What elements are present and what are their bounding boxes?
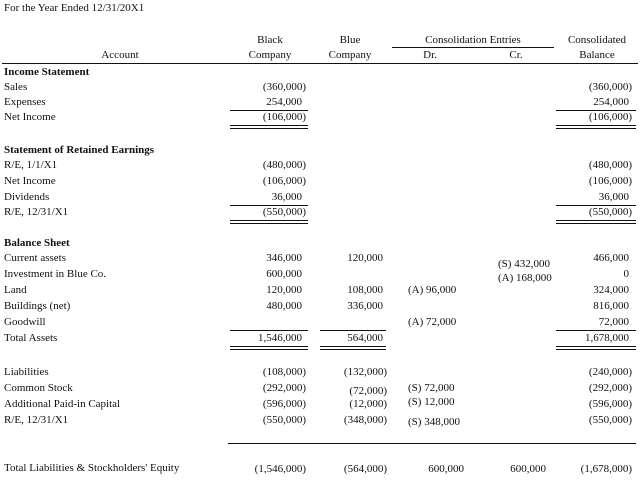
rule-total-assets-black-double — [230, 346, 308, 350]
row-re-begin-label: R/E, 1/1/X1 — [4, 159, 58, 171]
row-current-assets-label: Current assets — [4, 252, 67, 264]
rule-total-assets-blue-top — [320, 330, 386, 331]
row-total-assets-blue: 564,000 — [347, 332, 383, 344]
header-blue-line2: Company — [328, 49, 372, 61]
row-liabilities-label: Liabilities — [4, 366, 49, 378]
entry-cr-a: (A) 168,000 — [498, 272, 552, 284]
header-dr: Dr. — [423, 49, 437, 61]
row-total-le-blue: (564,000) — [343, 463, 387, 475]
rule-total-assets-cons-double — [556, 346, 636, 350]
row-re-net-income-consolidated: (106,000) — [588, 175, 632, 187]
header-consolidated-line2: Balance — [579, 49, 615, 61]
row-current-assets-blue: 120,000 — [347, 252, 383, 264]
row-dividends-consolidated: 36,000 — [598, 191, 629, 203]
row-re-begin-black: (480,000) — [262, 159, 306, 171]
row-sales-black: (360,000) — [262, 81, 306, 93]
rule-re-end-cons-double — [556, 220, 636, 224]
row-goodwill-dr: (A) 72,000 — [408, 316, 457, 328]
row-common-stock-dr: (S) 72,000 — [408, 382, 455, 394]
header-consolidation-entries: Consolidation Entries — [425, 34, 521, 46]
rule-total-assets-black-top — [230, 330, 308, 331]
row-re-begin-consolidated: (480,000) — [588, 159, 632, 171]
row-total-assets-consolidated: 1,678,000 — [585, 332, 629, 344]
rule-net-income-cons-double — [556, 125, 636, 129]
row-buildings-blue: 336,000 — [347, 300, 383, 312]
row-apic-blue: (12,000) — [349, 398, 387, 410]
row-re-net-income-black: (106,000) — [262, 175, 306, 187]
row-sales-label: Sales — [4, 81, 28, 93]
row-common-stock-label: Common Stock — [4, 382, 73, 394]
header-black-line2: Company — [248, 49, 292, 61]
row-net-income-black: (106,000) — [262, 111, 306, 123]
row-common-stock-consolidated: (292,000) — [588, 382, 632, 394]
row-expenses-black: 254,000 — [266, 96, 302, 108]
row-liabilities-blue: (132,000) — [343, 366, 387, 378]
row-net-income-label: Net Income — [4, 111, 56, 123]
row-apic-label: Additional Paid-in Capital — [4, 398, 121, 410]
row-land-label: Land — [4, 284, 27, 296]
row-liabilities-black: (108,000) — [262, 366, 306, 378]
row-apic-dr: (S) 12,000 — [408, 396, 455, 408]
header-account: Account — [101, 49, 139, 61]
row-expenses-label: Expenses — [4, 96, 46, 108]
header-consolidated-line1: Consolidated — [567, 34, 627, 46]
section-retained-earnings: Statement of Retained Earnings — [4, 144, 155, 156]
section-balance-sheet: Balance Sheet — [4, 237, 70, 249]
header-black-line1: Black — [257, 34, 283, 46]
header-blue-line1: Blue — [339, 34, 361, 46]
section-income-statement: Income Statement — [4, 66, 90, 78]
row-expenses-consolidated: 254,000 — [593, 96, 629, 108]
row-common-stock-blue: (72,000) — [349, 385, 387, 397]
row-buildings-black: 480,000 — [266, 300, 302, 312]
row-re-bs-blue: (348,000) — [343, 414, 387, 426]
row-re-end-label: R/E, 12/31/X1 — [4, 206, 69, 218]
row-total-le-black: (1,546,000) — [254, 463, 306, 475]
row-investment-label: Investment in Blue Co. — [4, 268, 107, 280]
rule-total-assets-cons-top — [556, 330, 636, 331]
row-land-black: 120,000 — [266, 284, 302, 296]
row-apic-black: (596,000) — [262, 398, 306, 410]
row-total-assets-black: 1,546,000 — [258, 332, 302, 344]
row-investment-consolidated: 0 — [623, 268, 629, 280]
row-apic-consolidated: (596,000) — [588, 398, 632, 410]
row-re-bs-consolidated: (550,000) — [588, 414, 632, 426]
row-re-bs-label: R/E, 12/31/X1 — [4, 414, 69, 426]
row-sales-consolidated: (360,000) — [588, 81, 632, 93]
entry-cr-s: (S) 432,000 — [498, 258, 550, 270]
row-total-le-consolidated: (1,678,000) — [580, 463, 632, 475]
row-total-le-label: Total Liabilities & Stockholders' Equity — [4, 462, 180, 474]
row-current-assets-consolidated: 466,000 — [593, 252, 629, 264]
row-re-bs-black: (550,000) — [262, 414, 306, 426]
row-total-le-dr: 600,000 — [428, 463, 464, 475]
row-buildings-consolidated: 816,000 — [593, 300, 629, 312]
row-total-le-cr: 600,000 — [510, 463, 546, 475]
row-liabilities-consolidated: (240,000) — [588, 366, 632, 378]
row-land-consolidated: 324,000 — [593, 284, 629, 296]
rule-total-assets-blue-double — [320, 346, 386, 350]
row-land-dr: (A) 96,000 — [408, 284, 457, 296]
row-re-end-black: (550,000) — [262, 206, 306, 218]
row-buildings-label: Buildings (net) — [4, 300, 71, 312]
row-net-income-consolidated: (106,000) — [588, 111, 632, 123]
row-goodwill-label: Goodwill — [4, 316, 46, 328]
row-dividends-label: Dividends — [4, 191, 50, 203]
header-consolidation-rule — [392, 47, 554, 48]
row-common-stock-black: (292,000) — [262, 382, 306, 394]
row-re-net-income-label: Net Income — [4, 175, 56, 187]
row-total-assets-label: Total Assets — [4, 332, 58, 344]
row-investment-black: 600,000 — [266, 268, 302, 280]
report-title: For the Year Ended 12/31/20X1 — [4, 2, 145, 14]
row-land-blue: 108,000 — [347, 284, 383, 296]
row-current-assets-black: 346,000 — [266, 252, 302, 264]
row-re-end-consolidated: (550,000) — [588, 206, 632, 218]
header-rule — [2, 63, 638, 64]
row-dividends-black: 36,000 — [271, 191, 302, 203]
rule-total-le-top — [228, 443, 636, 444]
rule-re-end-black-double — [230, 220, 308, 224]
row-goodwill-consolidated: 72,000 — [598, 316, 629, 328]
row-re-bs-dr: (S) 348,000 — [408, 416, 460, 428]
rule-net-income-black-double — [230, 125, 308, 129]
header-cr: Cr. — [509, 49, 523, 61]
